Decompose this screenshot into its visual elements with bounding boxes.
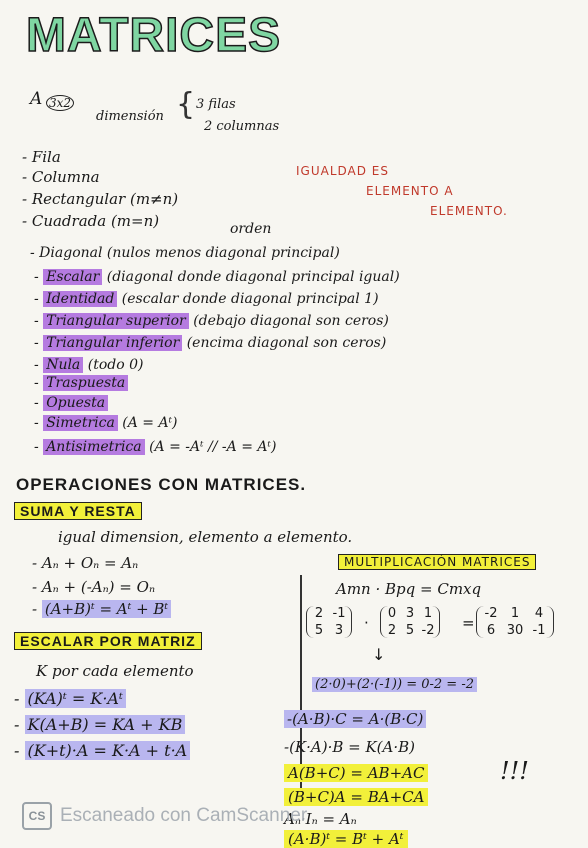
bullet-dash: -	[34, 415, 44, 431]
diagonal-type-desc: (diagonal donde diagonal principal igual)	[102, 269, 400, 285]
diagonal-type-item	[34, 312, 389, 330]
diagonal-type-item	[34, 334, 386, 352]
bullet-dash: -	[34, 335, 44, 351]
brace-icon: {	[176, 87, 196, 122]
watermark-text: Escaneado con CamScanner	[60, 805, 308, 826]
escalar-rule: (KA)ᵗ = K·Aᵗ	[25, 689, 126, 708]
equals-operator: =	[462, 614, 475, 632]
diagonal-type-desc: (A = -Aᵗ // -A = Aᵗ)	[144, 439, 277, 455]
camscanner-logo: CS	[22, 802, 52, 830]
diagonal-type-item	[34, 414, 178, 432]
mult-rule-row	[284, 764, 428, 782]
igualdad-line: ELEMENTO A	[366, 184, 454, 198]
type-item: - Columna	[22, 168, 100, 186]
suma-rule: - Aₙ + Oₙ = Aₙ	[32, 554, 139, 572]
mult-calc: (2·0)+(2·(-1)) = 0-2 = -2	[312, 677, 477, 692]
diagonal-type-label: Traspuesta	[43, 375, 128, 391]
mult-formula: Amn · Bpq = Cmxq	[336, 580, 482, 598]
suma-rule: (A+B)ᵗ = Aᵗ + Bᵗ	[42, 600, 171, 618]
matrix-cell: 30	[506, 623, 524, 638]
diagonal-type-item	[34, 356, 143, 374]
matrix-cell: -1	[332, 606, 346, 621]
mult-rule: Aₙ·Iₙ = Aₙ	[284, 810, 357, 828]
camscanner-watermark	[22, 802, 307, 830]
type-item: - Cuadrada (m=n)	[22, 212, 160, 230]
matrix-cell: 5	[405, 623, 415, 638]
diagonal-type-label: Escalar	[43, 269, 102, 285]
matrix-cell: -1	[532, 623, 546, 638]
dot-operator: ·	[364, 614, 369, 632]
dimension-size: 3x2	[46, 95, 74, 111]
matrix-cell: 4	[534, 606, 544, 621]
diagonal-type-label: - Diagonal	[30, 245, 103, 261]
escalar-title: ESCALAR POR MATRIZ	[14, 632, 202, 650]
dimension-label: dimensión	[96, 109, 164, 124]
orden-label: orden	[230, 221, 272, 237]
diagonal-type-item	[34, 290, 379, 308]
page-title: MATRICES	[26, 9, 282, 62]
diagonal-type-label: Triangular superior	[43, 313, 189, 329]
escalar-rule: K(A+B) = KA + KB	[25, 715, 186, 734]
diagonal-type-item	[34, 394, 108, 412]
matrix-cell: 3	[334, 623, 344, 638]
bullet-dash: -	[34, 313, 44, 329]
diagonal-type-label: Triangular inferior	[43, 335, 182, 351]
diagonal-type-desc: (A = Aᵗ)	[117, 415, 178, 431]
igualdad-line: ELEMENTO.	[430, 204, 508, 218]
bullet-dash: -	[34, 357, 44, 373]
matrix-cell: -2	[484, 606, 498, 621]
operations-heading: OPERACIONES CON MATRICES.	[16, 475, 307, 494]
matrix-cell: 3	[405, 606, 415, 621]
mult-rule: -(A·B)·C = A·(B·C)	[284, 710, 426, 728]
diagonal-type-label: Simetrica	[43, 415, 118, 431]
igualdad-line: IGUALDAD ES	[296, 164, 390, 178]
diagonal-type-label: Opuesta	[43, 395, 108, 411]
mult-rule-row	[284, 738, 415, 756]
diagonal-type-label: Identidad	[43, 291, 117, 307]
diagonal-type-label: Antisimetrica	[43, 439, 144, 455]
matrix-a-label: A	[30, 89, 43, 109]
diagonal-type-desc: (todo 0)	[83, 357, 144, 373]
mult-rule: (B+C)A = BA+CA	[284, 788, 428, 806]
diagonal-type-item	[30, 244, 340, 262]
diagonal-type-desc: (nulos menos diagonal principal)	[102, 245, 340, 261]
diagonal-type-item	[34, 438, 276, 456]
diagonal-type-item	[34, 268, 400, 286]
diagonal-type-desc: (escalar donde diagonal principal 1)	[117, 291, 379, 307]
matrix-c	[476, 606, 554, 638]
type-item: - Fila	[22, 148, 61, 166]
diagonal-type-label: Nula	[43, 357, 83, 373]
diagonal-type-desc: (encima diagonal son ceros)	[182, 335, 387, 351]
down-arrow-icon: ↓	[372, 645, 386, 664]
matrix-b	[380, 606, 440, 638]
suma-rule: - Aₙ + (-Aₙ) = Oₙ	[32, 578, 156, 596]
type-item: - Rectangular (m≠n)	[22, 190, 179, 208]
suma-title: SUMA Y RESTA	[14, 502, 142, 520]
mult-rule-row	[284, 710, 426, 728]
matrix-cell: 2	[387, 623, 397, 638]
mult-rule-row	[284, 830, 408, 848]
mult-rule: -(K·A)·B = K(A·B)	[284, 738, 416, 756]
mult-rule: A(B+C) = AB+AC	[284, 764, 428, 782]
escalar-desc: K por cada elemento	[36, 662, 194, 680]
bullet-dash: -	[34, 375, 44, 391]
dimension-rows: 3 filas	[196, 97, 236, 112]
matrix-cell: 1	[423, 606, 433, 621]
matrix-cell: 6	[486, 623, 496, 638]
bullet-dash: -	[34, 269, 44, 285]
dimension-cols: 2 columnas	[204, 119, 280, 134]
suma-desc: igual dimension, elemento a elemento.	[58, 528, 353, 546]
mult-title: MULTIPLICACIÓN MATRICES	[338, 554, 536, 570]
bullet-dash: -	[34, 395, 44, 411]
matrix-cell: 2	[314, 606, 324, 621]
exclaim: !!!	[500, 757, 529, 785]
bullet-dash: -	[34, 439, 44, 455]
matrix-cell: 0	[387, 606, 397, 621]
bullet-dash: -	[34, 291, 44, 307]
diagonal-type-item	[34, 374, 128, 392]
matrix-cell: -2	[421, 623, 435, 638]
mult-rule: (A·B)ᵗ = Bᵗ + Aᵗ	[284, 830, 408, 848]
diagonal-type-desc: (debajo diagonal son ceros)	[188, 313, 389, 329]
matrix-a	[306, 606, 352, 638]
escalar-rule: (K+t)·A = K·A + t·A	[25, 741, 191, 760]
matrix-cell: 5	[314, 623, 324, 638]
matrix-cell: 1	[510, 606, 520, 621]
